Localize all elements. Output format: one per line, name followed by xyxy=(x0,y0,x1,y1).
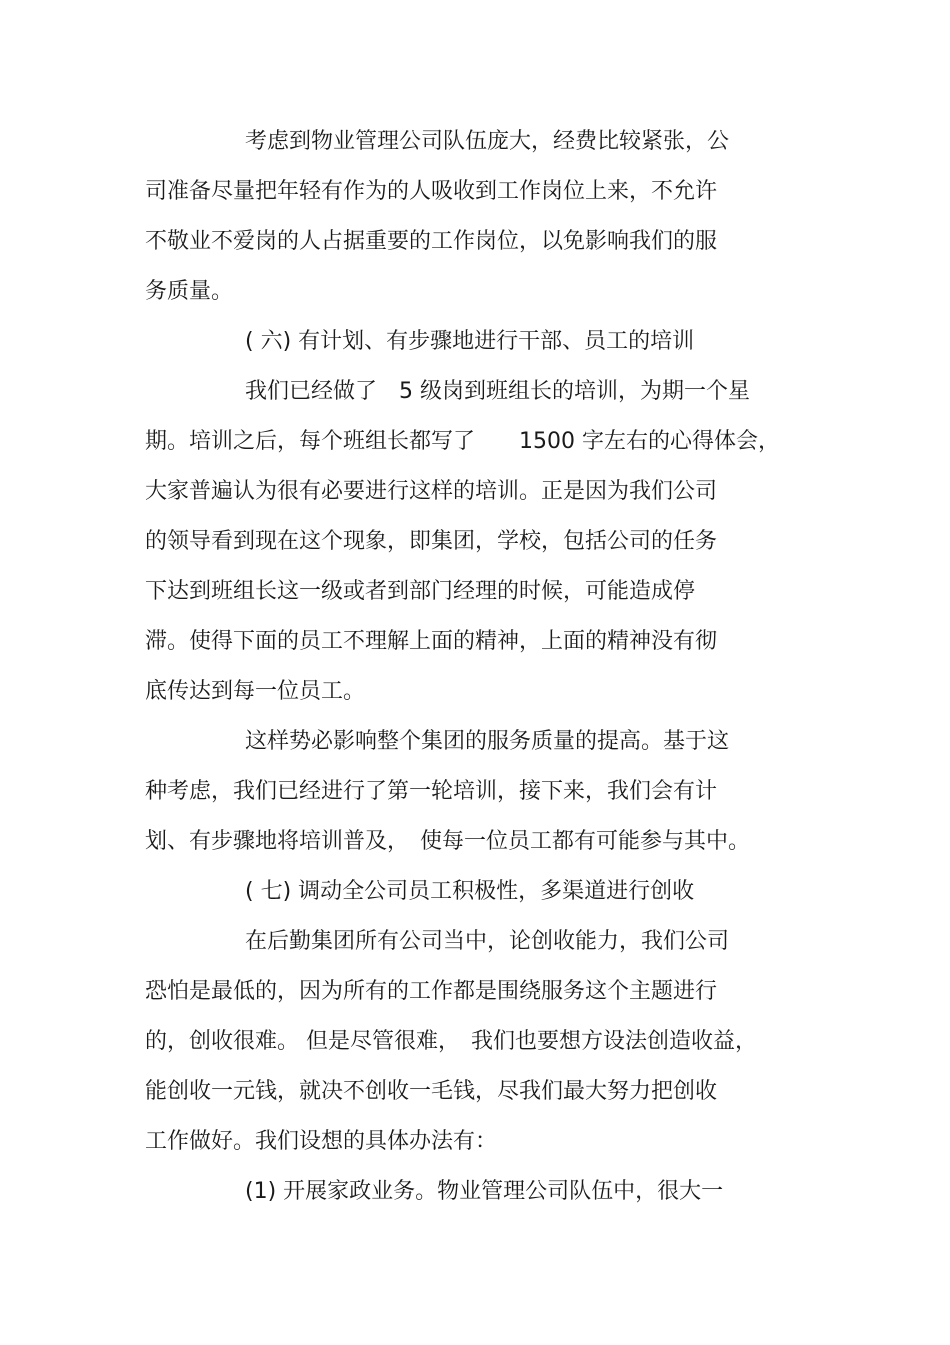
paragraph-line: 这样势必影响整个集团的服务质量的提高。基于这 xyxy=(245,729,730,754)
paragraph-line: 种考虑，我们已经进行了第一轮培训，接下来，我们会有计 xyxy=(145,779,718,804)
paragraph-line: 能创收一元钱，就决不创收一毛钱，尽我们最大努力把创收 xyxy=(145,1079,718,1104)
paragraph-line: 的领导看到现在这个现象，即集团，学校，包括公司的任务 xyxy=(145,529,718,554)
paragraph-line: 恐怕是最低的，因为所有的工作都是围绕服务这个主题进行 xyxy=(145,979,718,1004)
paragraph-line: 大家普遍认为很有必要进行这样的培训。正是因为我们公司 xyxy=(145,479,718,504)
paragraph-line: 下达到班组长这一级或者到部门经理的时候，可能造成停 xyxy=(145,579,696,604)
paragraph-line: 考虑到物业管理公司队伍庞大，经费比较紧张，公 xyxy=(245,129,730,154)
section-heading: ( 六) 有计划、有步骤地进行干部、员工的培训 xyxy=(245,329,695,354)
paragraph-line: 务质量。 xyxy=(145,279,234,304)
paragraph-line: 司准备尽量把年轻有作为的人吸收到工作岗位上来，不允许 xyxy=(145,179,718,204)
section-heading: ( 七) 调动全公司员工积极性，多渠道进行创收 xyxy=(245,879,695,904)
paragraph-line: 划、有步骤地将培训普及， 使每一位员工都有可能参与其中。 xyxy=(145,829,751,854)
paragraph-line: 期。培训之后，每个班组长都写了 1500 字左右的心得体会， xyxy=(145,429,780,454)
paragraph-line: 底传达到每一位员工。 xyxy=(145,679,366,704)
paragraph-line: 我们已经做了 5 级岗到班组长的培训，为期一个星 xyxy=(245,379,750,404)
paragraph-line: 的，创收很难。 但是尽管很难， 我们也要想方设法创造收益， xyxy=(145,1029,757,1054)
paragraph-line: 不敬业不爱岗的人占据重要的工作岗位，以免影响我们的服 xyxy=(145,229,718,254)
paragraph-line: 在后勤集团所有公司当中，论创收能力，我们公司 xyxy=(245,929,730,954)
list-item: (1) 开展家政业务。物业管理公司队伍中，很大一 xyxy=(245,1179,724,1204)
paragraph-line: 工作做好。我们设想的具体办法有： xyxy=(145,1129,498,1154)
paragraph-line: 滞。使得下面的员工不理解上面的精神，上面的精神没有彻 xyxy=(145,629,718,654)
